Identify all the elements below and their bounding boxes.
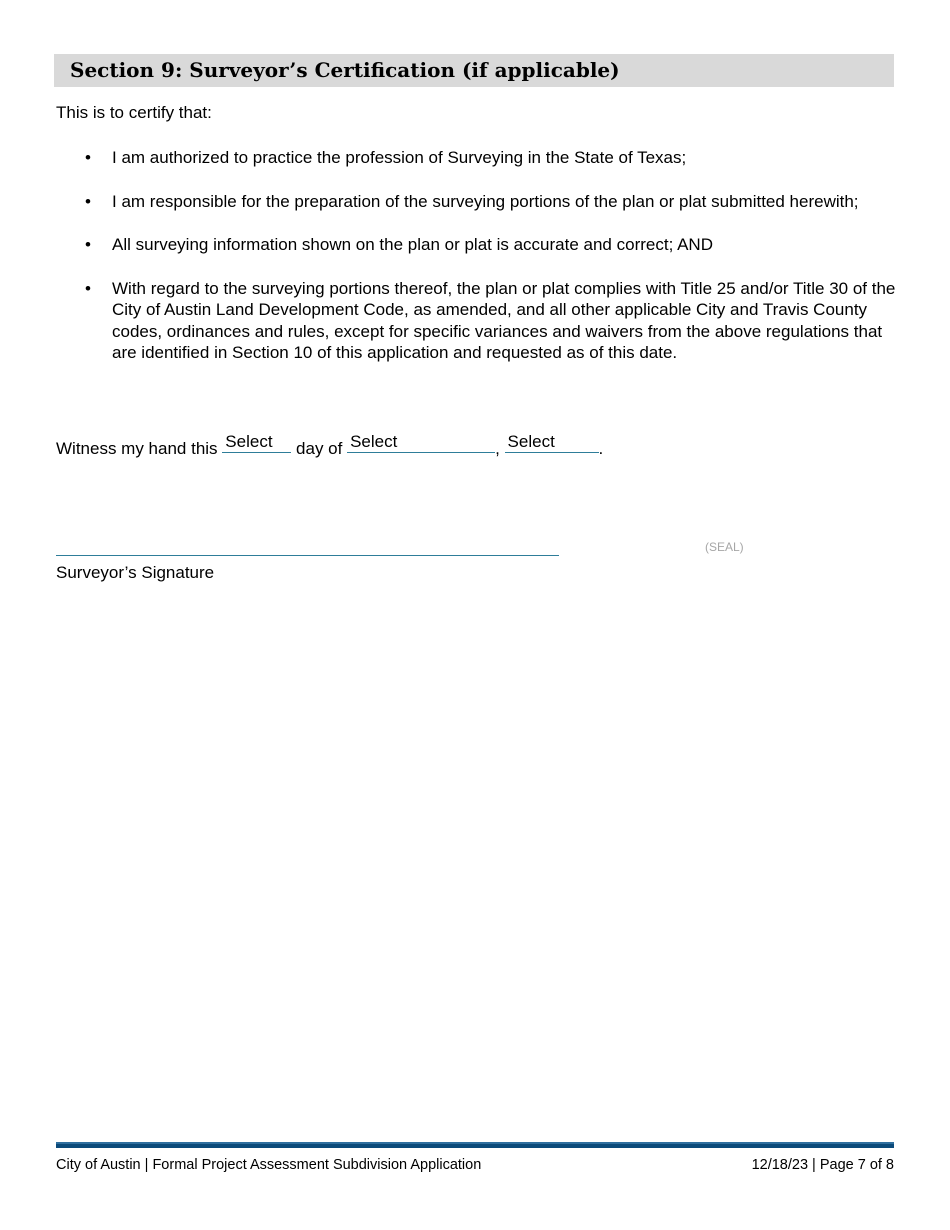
month-select[interactable]: Select (347, 432, 495, 453)
list-item (56, 278, 896, 364)
witness-period: . (598, 439, 604, 458)
bullet-icon: • (85, 148, 91, 167)
list-item-text: I am authorized to practice the profession of Surveying in the State of Texas; (112, 148, 687, 167)
witness-prefix: Witness my hand this (56, 439, 218, 458)
footer-title: City of Austin | Formal Project Assessment Subdivision Application (56, 1157, 482, 1173)
witness-line (56, 432, 604, 460)
certification-list (56, 147, 896, 386)
signature-line[interactable] (56, 555, 559, 556)
section-title: Section 9: Surveyor’s Certification (if applicable) (70, 58, 620, 82)
bullet-icon: • (85, 278, 91, 298)
day-select[interactable]: Select (222, 432, 291, 453)
witness-comma: , (495, 439, 500, 458)
footer-divider (56, 1144, 894, 1148)
list-item (56, 147, 896, 169)
footer-page-info: 12/18/23 | Page 7 of 8 (751, 1157, 894, 1173)
seal-placeholder: (SEAL) (705, 540, 744, 554)
signature-label: Surveyor’s Signature (56, 563, 215, 582)
section-header (54, 54, 894, 87)
intro-text: This is to certify that: (56, 103, 212, 122)
list-item (56, 234, 896, 256)
year-select[interactable]: Select (505, 432, 599, 453)
list-item (56, 191, 896, 213)
bullet-icon: • (85, 191, 91, 211)
bullet-icon: • (85, 235, 91, 254)
list-item-text: I am responsible for the preparation of the surveying portions of the plan or plat submitted herewith; (112, 191, 859, 211)
list-item-text: All surveying information shown on the plan or plat is accurate and correct; AND (112, 235, 713, 254)
list-item-text: With regard to the surveying portions thereof, the plan or plat complies with Title 25 and/or Title 30 of the City of Austin Land Development Code, as amended, and all other applicable City and Travis County codes, ordinances and rules, except for specific variances and waivers from the above regulations that are identified in Section 10 of this application and requested as of this date. (112, 278, 896, 362)
witness-middle: day of (296, 439, 343, 458)
